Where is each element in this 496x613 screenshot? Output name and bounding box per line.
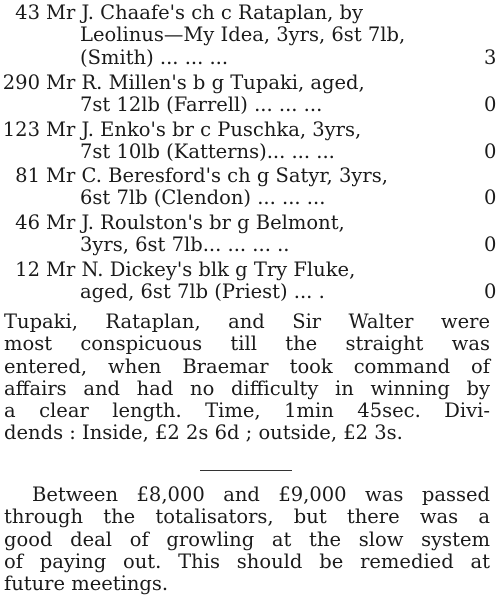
paragraph-line: entered, when Braemar took command of	[4, 354, 490, 378]
entry-placing: 0	[484, 186, 496, 210]
entry-description: 7st 10lb (Katterns)... ... ...	[80, 140, 335, 164]
entry-number: 81	[15, 164, 40, 187]
section-divider	[200, 470, 292, 471]
entry-description: Mr N. Dickey's blk g Try Fluke,	[46, 258, 356, 281]
entry-description: Mr J. Chaafe's ch c Rataplan, by	[46, 1, 364, 24]
entry-description: 3yrs, 6st 7lb... ... ... ..	[80, 233, 290, 257]
paragraph-line: through the totalisators, but there was a	[4, 505, 490, 529]
paragraph-line: Between £8,000 and £9,000 was passed	[32, 483, 490, 506]
entry-placing: 0	[484, 280, 496, 304]
entry-placing: 0	[484, 140, 496, 164]
paragraph-line: good deal of growling at the slow system	[4, 527, 490, 551]
race-report-paragraph	[4, 311, 490, 445]
race-entry	[0, 119, 494, 164]
entry-description: (Smith) ... ... ...	[80, 45, 229, 69]
paragraph-line: most conspicuous till the straight was	[4, 332, 490, 356]
entry-description: Mr C. Beresford's ch g Satyr, 3yrs,	[46, 164, 388, 187]
race-entry	[0, 72, 494, 117]
entry-description: Mr J. Enko's br c Puschka, 3yrs,	[46, 118, 362, 141]
paragraph-line: of paying out. This should be remedied at	[4, 549, 490, 573]
paragraph-line: dends : Inside, £2 2s 6d ; outside, £2 3s.	[4, 421, 403, 445]
race-entry	[0, 165, 494, 210]
entry-description: 7st 12lb (Farrell) ... ... ...	[80, 93, 323, 117]
race-entry	[0, 259, 494, 304]
race-entry	[0, 2, 494, 69]
paragraph-line: a clear length. Time, 1min 45sec. Divi-	[4, 399, 490, 423]
entry-placing: 0	[484, 93, 496, 117]
entry-number: 290	[2, 71, 40, 94]
entry-number: 123	[2, 118, 40, 141]
paragraph-line: affairs and had no difficulty in winning by	[4, 376, 490, 400]
entry-number: 46	[15, 211, 40, 234]
entry-description: 6st 7lb (Clendon) ... ... ...	[80, 186, 326, 210]
entry-description: Mr J. Roulston's br g Belmont,	[46, 211, 345, 234]
paragraph-line: Tupaki, Rataplan, and Sir Walter were	[4, 310, 490, 333]
entry-description: Leolinus—My Idea, 3yrs, 6st 7lb,	[80, 23, 406, 47]
paragraph-line: future meetings.	[4, 572, 169, 596]
totalisator-paragraph	[4, 484, 490, 595]
race-entry	[0, 212, 494, 257]
entry-number: 12	[15, 258, 40, 281]
entry-number: 43	[15, 1, 40, 24]
entry-placing: 0	[484, 233, 496, 257]
entry-description: aged, 6st 7lb (Priest) ... .	[80, 280, 325, 304]
entry-placing: 3	[484, 45, 496, 69]
entry-description: Mr R. Millen's b g Tupaki, aged,	[46, 71, 365, 94]
